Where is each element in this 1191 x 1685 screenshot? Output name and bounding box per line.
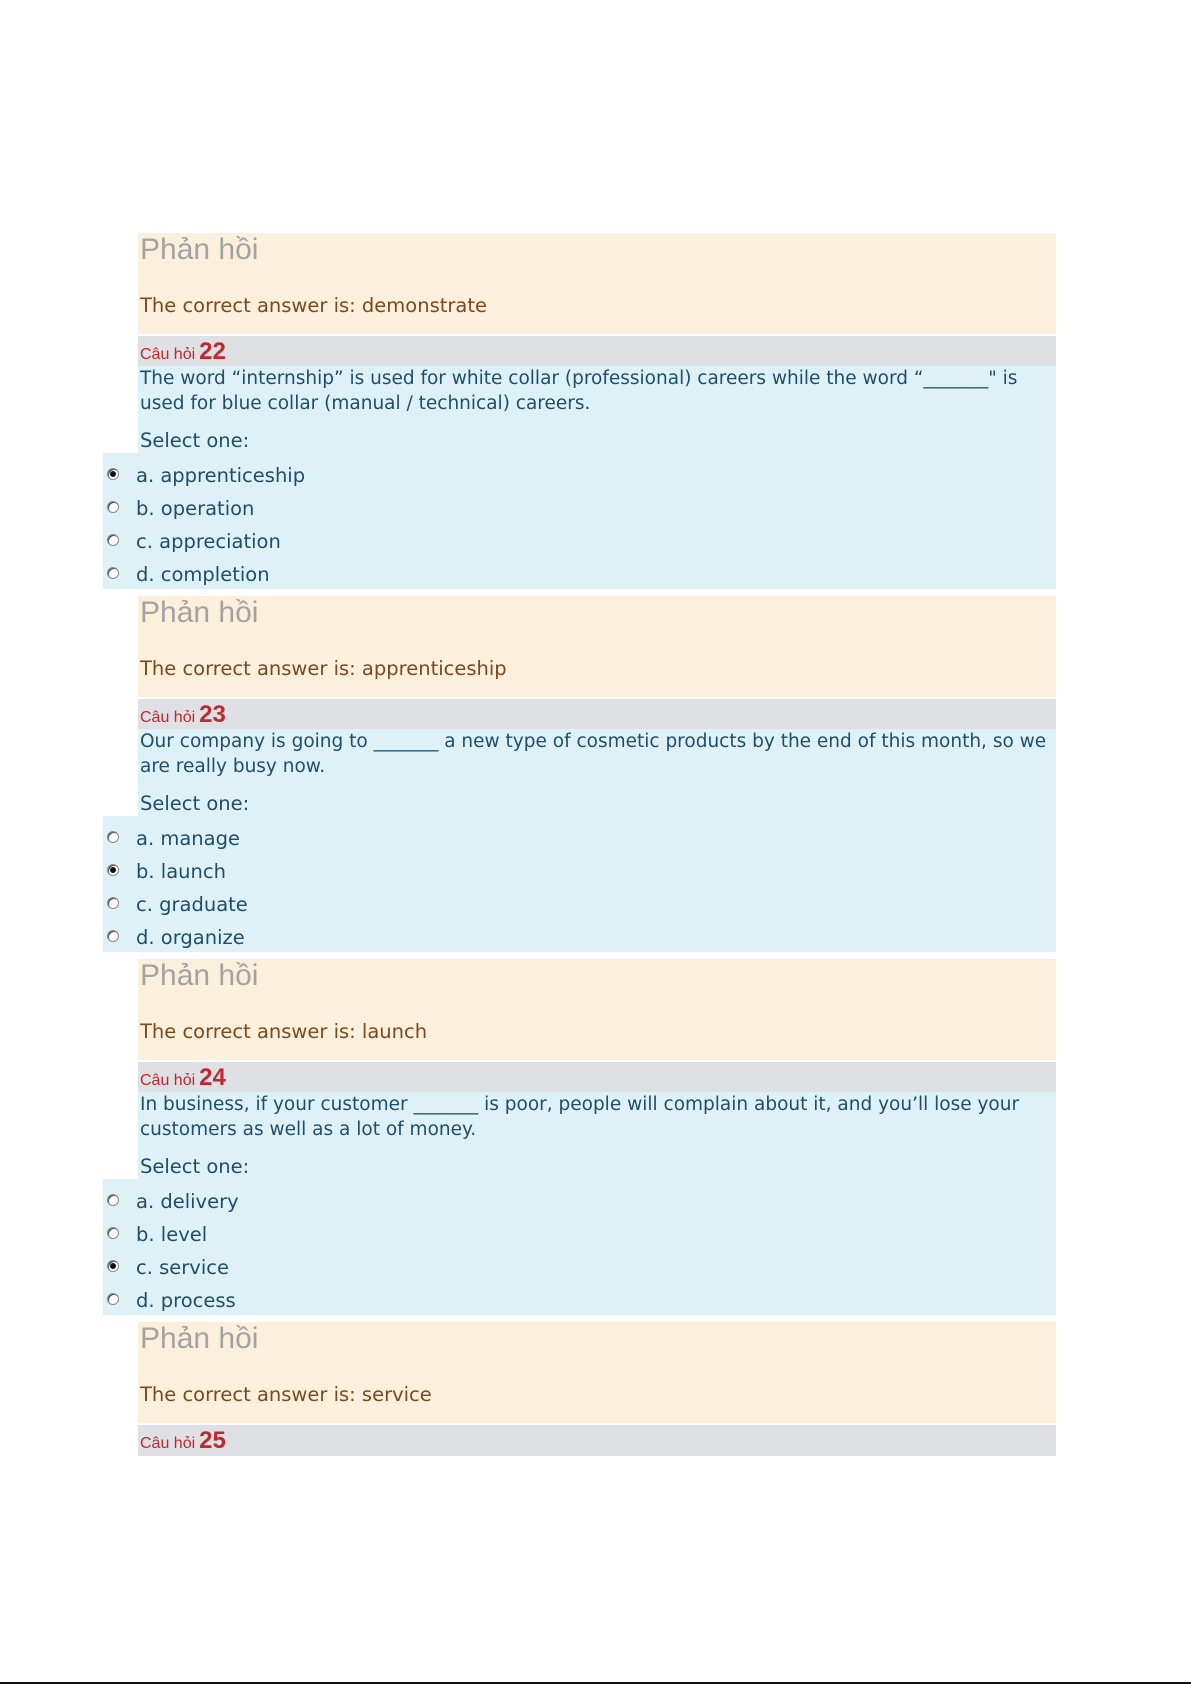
radio-button-selected[interactable] bbox=[107, 1260, 119, 1272]
question-header-24 bbox=[138, 1062, 1056, 1093]
option-label[interactable]: b. operation bbox=[136, 497, 255, 520]
radio-button-selected[interactable] bbox=[107, 468, 119, 480]
answer-option-d[interactable] bbox=[103, 562, 503, 595]
question-text: Our company is going to _______ a new type of cosmetic products by the end of this month, so we are really busy now. bbox=[140, 731, 1047, 777]
answer-option-c[interactable] bbox=[103, 892, 503, 925]
radio-button[interactable] bbox=[107, 567, 119, 579]
option-label[interactable]: d. completion bbox=[136, 563, 270, 586]
feedback-title: Phản hồi bbox=[140, 233, 259, 266]
option-label[interactable]: a. manage bbox=[136, 827, 240, 850]
option-label[interactable]: a. apprenticeship bbox=[136, 464, 306, 487]
radio-button[interactable] bbox=[107, 897, 119, 909]
feedback-title: Phản hồi bbox=[140, 1322, 259, 1355]
answer-option-a[interactable] bbox=[103, 463, 503, 496]
question-body-24 bbox=[103, 1092, 1056, 1315]
question-body-23 bbox=[103, 729, 1056, 952]
radio-button[interactable] bbox=[107, 1227, 119, 1239]
select-one-label: Select one: bbox=[140, 429, 250, 452]
radio-button[interactable] bbox=[107, 501, 119, 513]
question-header-22 bbox=[138, 336, 1056, 367]
question-number: 25 bbox=[199, 1427, 226, 1454]
answer-option-b[interactable] bbox=[103, 496, 503, 529]
feedback-title: Phản hồi bbox=[140, 596, 259, 629]
question-label: Câu hỏi 25 bbox=[140, 1427, 226, 1454]
answer-option-d[interactable] bbox=[103, 925, 503, 958]
correct-answer-text: The correct answer is: apprenticeship bbox=[140, 657, 507, 680]
question-text: In business, if your customer _______ is poor, people will complain about it, and you’ll lose your customers as well as a lot of money. bbox=[140, 1094, 1020, 1140]
question-body-22 bbox=[103, 366, 1056, 589]
question-header-23 bbox=[138, 699, 1056, 730]
radio-button[interactable] bbox=[107, 1293, 119, 1305]
option-label[interactable]: b. level bbox=[136, 1223, 208, 1246]
option-label[interactable]: b. launch bbox=[136, 860, 226, 883]
feedback-title: Phản hồi bbox=[140, 959, 259, 992]
question-number: 23 bbox=[199, 701, 226, 728]
radio-button-selected[interactable] bbox=[107, 864, 119, 876]
answer-option-b[interactable] bbox=[103, 1222, 503, 1255]
option-label[interactable]: d. organize bbox=[136, 926, 245, 949]
feedback-panel-23 bbox=[138, 959, 1056, 1060]
answer-option-d[interactable] bbox=[103, 1288, 503, 1321]
option-label[interactable]: c. appreciation bbox=[136, 530, 281, 553]
question-label: Câu hỏi 24 bbox=[140, 1064, 226, 1091]
correct-answer-text: The correct answer is: demonstrate bbox=[140, 294, 487, 317]
radio-button[interactable] bbox=[107, 831, 119, 843]
answer-option-a[interactable] bbox=[103, 1189, 503, 1222]
answer-option-c[interactable] bbox=[103, 529, 503, 562]
question-number: 22 bbox=[199, 338, 226, 365]
radio-button[interactable] bbox=[107, 930, 119, 942]
question-header-25 bbox=[138, 1425, 1056, 1456]
option-label[interactable]: c. graduate bbox=[136, 893, 248, 916]
feedback-panel-21 bbox=[138, 233, 1056, 334]
question-label: Câu hỏi 22 bbox=[140, 338, 226, 365]
answer-option-a[interactable] bbox=[103, 826, 503, 859]
correct-answer-text: The correct answer is: service bbox=[140, 1383, 432, 1406]
question-text: The word “internship” is used for white collar (professional) careers while the word “_______" is used for blue collar (manual / technical) careers. bbox=[140, 368, 1018, 414]
option-label[interactable]: a. delivery bbox=[136, 1190, 239, 1213]
question-label: Câu hỏi 23 bbox=[140, 701, 226, 728]
radio-button[interactable] bbox=[107, 534, 119, 546]
page-bottom-divider bbox=[0, 1682, 1191, 1684]
correct-answer-text: The correct answer is: launch bbox=[140, 1020, 428, 1043]
question-number: 24 bbox=[199, 1064, 226, 1091]
answer-option-b[interactable] bbox=[103, 859, 503, 892]
option-label[interactable]: d. process bbox=[136, 1289, 236, 1312]
feedback-panel-22 bbox=[138, 596, 1056, 697]
select-one-label: Select one: bbox=[140, 792, 250, 815]
feedback-panel-24 bbox=[138, 1322, 1056, 1423]
radio-button[interactable] bbox=[107, 1194, 119, 1206]
answer-option-c[interactable] bbox=[103, 1255, 503, 1288]
option-label[interactable]: c. service bbox=[136, 1256, 229, 1279]
select-one-label: Select one: bbox=[140, 1155, 250, 1178]
